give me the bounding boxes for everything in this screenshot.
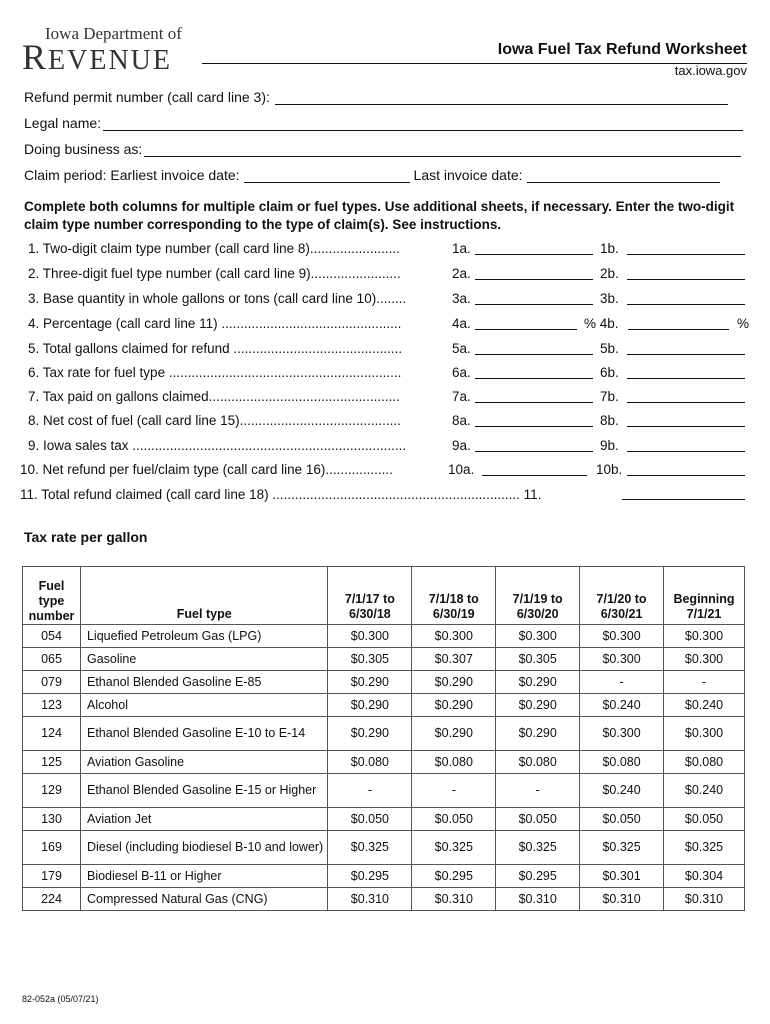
rate-cell: $0.304 <box>664 865 745 888</box>
rate-cell: $0.295 <box>328 865 412 888</box>
fuel-type-cell: Gasoline <box>80 648 327 671</box>
fuel-code-cell: 169 <box>23 831 81 865</box>
line-3-text: 3. Base quantity in whole gallons or tons (call card line 10)........ <box>28 291 407 306</box>
line-10a-label: 10a. <box>448 462 475 477</box>
line-4-text: 4. Percentage (call card line 11) ................................................ <box>28 316 402 331</box>
rate-cell: $0.295 <box>412 865 496 888</box>
rate-cell: $0.300 <box>580 625 664 648</box>
line-6b-label: 6b. <box>600 365 619 380</box>
rate-cell: $0.310 <box>412 888 496 911</box>
rate-cell: $0.240 <box>580 694 664 717</box>
line-7a-input[interactable] <box>475 388 593 403</box>
last-invoice-label: Last invoice date: <box>413 167 523 183</box>
fuel-type-cell: Alcohol <box>80 694 327 717</box>
tax-rate-title: Tax rate per gallon <box>24 529 148 545</box>
rate-cell: $0.290 <box>412 671 496 694</box>
fuel-code-cell: 124 <box>23 717 81 751</box>
line-1a-input[interactable] <box>475 240 593 255</box>
earliest-invoice-input[interactable] <box>244 167 410 183</box>
form-number: 82-052a (05/07/21) <box>22 994 99 1004</box>
permit-label: Refund permit number (call card line 3): <box>24 89 270 105</box>
line-5b-label: 5b. <box>600 341 619 356</box>
col-fy20: 7/1/19 to 6/30/20 <box>496 567 580 625</box>
table-row <box>23 671 745 694</box>
rate-cell: $0.050 <box>412 808 496 831</box>
rate-cell: $0.325 <box>412 831 496 865</box>
line-3b-input[interactable] <box>627 290 745 305</box>
table-row <box>23 808 745 831</box>
rate-cell: $0.325 <box>496 831 580 865</box>
fuel-code-cell: 125 <box>23 751 81 774</box>
line-11-text: 11. Total refund claimed (call card line 18) .................................................................. 11. <box>20 487 542 502</box>
rate-cell: $0.300 <box>580 717 664 751</box>
table-row <box>23 694 745 717</box>
line-9b-label: 9b. <box>600 438 619 453</box>
line-7a-label: 7a. <box>452 389 471 404</box>
permit-input[interactable] <box>275 89 728 105</box>
rate-cell: $0.050 <box>496 808 580 831</box>
fuel-type-cell: Aviation Jet <box>80 808 327 831</box>
instructions: Complete both columns for multiple claim or fuel types. Use additional sheets, if necessary. Enter the two-digit claim type number corresponding to the type of claim(s). See instructions. <box>24 199 735 232</box>
table-row <box>23 888 745 911</box>
table-row <box>23 751 745 774</box>
rate-cell: $0.240 <box>664 774 745 808</box>
line-9a-label: 9a. <box>452 438 471 453</box>
rate-cell: $0.290 <box>412 694 496 717</box>
line-3a-label: 3a. <box>452 291 471 306</box>
line-2-text: 2. Three-digit fuel type number (call card line 9)........................ <box>28 266 401 281</box>
rate-cell: $0.080 <box>664 751 745 774</box>
title-rule <box>202 63 747 64</box>
fuel-code-cell: 065 <box>23 648 81 671</box>
rate-cell: $0.080 <box>328 751 412 774</box>
rate-cell: $0.290 <box>496 694 580 717</box>
line-1-text: 1. Two-digit claim type number (call card line 8)........................ <box>28 241 400 256</box>
rate-cell: $0.307 <box>412 648 496 671</box>
line-4a-input[interactable] <box>475 315 577 330</box>
rate-cell: $0.050 <box>580 808 664 831</box>
col-fy21: 7/1/20 to 6/30/21 <box>580 567 664 625</box>
table-row <box>23 774 745 808</box>
claim-period-label: Claim period: Earliest invoice date: <box>24 167 240 183</box>
legal-name-input[interactable] <box>103 115 743 131</box>
line-9a-input[interactable] <box>475 437 593 452</box>
rate-cell: $0.050 <box>664 808 745 831</box>
rate-cell: $0.290 <box>412 717 496 751</box>
fuel-code-cell: 179 <box>23 865 81 888</box>
dba-input[interactable] <box>144 141 741 157</box>
line-4b-input[interactable] <box>628 315 729 330</box>
fuel-code-cell: 130 <box>23 808 81 831</box>
rate-cell: $0.310 <box>496 888 580 911</box>
rate-cell: $0.305 <box>496 648 580 671</box>
rate-cell: - <box>412 774 496 808</box>
rate-cell: - <box>328 774 412 808</box>
fuel-type-cell: Ethanol Blended Gasoline E-85 <box>80 671 327 694</box>
dba-field <box>24 141 741 157</box>
rate-cell: $0.290 <box>328 694 412 717</box>
table-row <box>23 717 745 751</box>
claim-period-field <box>24 167 720 183</box>
line-10b-label: 10b. <box>596 462 623 477</box>
fuel-code-cell: 224 <box>23 888 81 911</box>
table-row <box>23 625 745 648</box>
fuel-code-cell: 123 <box>23 694 81 717</box>
col-fy19: 7/1/18 to 6/30/19 <box>412 567 496 625</box>
rate-cell: $0.325 <box>664 831 745 865</box>
line-4b-label: % 4b. <box>584 316 619 331</box>
line-10b-input[interactable] <box>627 461 745 476</box>
permit-field <box>24 89 728 105</box>
line-2a-input[interactable] <box>475 265 593 280</box>
fuel-type-cell: Aviation Gasoline <box>80 751 327 774</box>
fuel-type-cell: Ethanol Blended Gasoline E-15 or Higher <box>80 774 327 808</box>
fuel-code-cell: 054 <box>23 625 81 648</box>
rate-cell: $0.290 <box>496 671 580 694</box>
line-9b-input[interactable] <box>627 437 745 452</box>
rate-cell: - <box>496 774 580 808</box>
line-9-text: 9. Iowa sales tax ......................................................................... <box>28 438 407 453</box>
rate-cell: $0.300 <box>412 625 496 648</box>
col-fuel-type: Fuel type <box>80 567 327 625</box>
line-5-text: 5. Total gallons claimed for refund ............................................. <box>28 341 403 356</box>
website: tax.iowa.gov <box>674 63 747 78</box>
legal-name-field <box>24 115 743 131</box>
rate-cell: $0.310 <box>580 888 664 911</box>
fuel-type-cell: Compressed Natural Gas (CNG) <box>80 888 327 911</box>
rate-cell: $0.080 <box>412 751 496 774</box>
line-11-input[interactable] <box>622 485 745 500</box>
line-2b-input[interactable] <box>627 265 745 280</box>
col-fuel-number: Fuel type number <box>23 567 81 625</box>
rate-cell: $0.300 <box>664 625 745 648</box>
rate-cell: $0.240 <box>580 774 664 808</box>
rate-cell: $0.050 <box>328 808 412 831</box>
rate-cell: $0.080 <box>496 751 580 774</box>
col-fy18: 7/1/17 to 6/30/18 <box>328 567 412 625</box>
legal-name-label: Legal name: <box>24 115 102 131</box>
rate-cell: $0.310 <box>664 888 745 911</box>
line-8-text: 8. Net cost of fuel (call card line 15)........................................... <box>28 413 401 428</box>
line-1b-label: 1b. <box>600 241 619 256</box>
rate-cell: $0.305 <box>328 648 412 671</box>
tax-rate-table <box>22 566 745 911</box>
line-6a-label: 6a. <box>452 365 471 380</box>
table-row <box>23 648 745 671</box>
line-3b-label: 3b. <box>600 291 619 306</box>
line-1b-input[interactable] <box>627 240 745 255</box>
fuel-type-cell: Biodiesel B-11 or Higher <box>80 865 327 888</box>
line-10-text: 10. Net refund per fuel/claim type (call card line 16).................. <box>20 462 393 477</box>
line-8a-input[interactable] <box>475 412 593 427</box>
dba-label: Doing business as: <box>24 141 143 157</box>
logo-wordmark <box>22 36 172 78</box>
rate-cell: $0.300 <box>496 625 580 648</box>
line-5a-label: 5a. <box>452 341 471 356</box>
fuel-type-cell: Liquefied Petroleum Gas (LPG) <box>80 625 327 648</box>
table-row <box>23 831 745 865</box>
line-6-text: 6. Tax rate for fuel type .............................................................. <box>28 365 402 380</box>
rate-cell: - <box>580 671 664 694</box>
logo-subtitle: Iowa Department of <box>45 24 182 43</box>
line-6b-input[interactable] <box>627 364 745 379</box>
table-header-row <box>23 567 745 625</box>
line-8a-label: 8a. <box>452 413 471 428</box>
fuel-code-cell: 079 <box>23 671 81 694</box>
fuel-type-cell: Diesel (including biodiesel B-10 and lower) <box>80 831 327 865</box>
line-2a-label: 2a. <box>452 266 471 281</box>
rate-cell: $0.290 <box>328 671 412 694</box>
rate-cell: $0.310 <box>328 888 412 911</box>
rate-cell: $0.301 <box>580 865 664 888</box>
rate-cell: $0.290 <box>496 717 580 751</box>
line-8b-input[interactable] <box>627 412 745 427</box>
line-5b-input[interactable] <box>627 340 745 355</box>
line-2b-label: 2b. <box>600 266 619 281</box>
rate-cell: $0.300 <box>664 717 745 751</box>
rate-cell: $0.325 <box>328 831 412 865</box>
line-6a-input[interactable] <box>475 364 593 379</box>
table-row <box>23 865 745 888</box>
rate-cell: $0.240 <box>664 694 745 717</box>
line-10a-input[interactable] <box>482 461 587 476</box>
fuel-type-cell: Ethanol Blended Gasoline E-10 to E-14 <box>80 717 327 751</box>
line-7b-input[interactable] <box>627 388 745 403</box>
page-title: Iowa Fuel Tax Refund Worksheet <box>497 41 747 58</box>
line-8b-label: 8b. <box>600 413 619 428</box>
rate-cell: $0.080 <box>580 751 664 774</box>
line-7-text: 7. Tax paid on gallons claimed................................................... <box>28 389 400 404</box>
line-3a-input[interactable] <box>475 290 593 305</box>
rate-cell: $0.300 <box>664 648 745 671</box>
line-4b-percent: % <box>737 316 750 331</box>
line-1a-label: 1a. <box>452 241 471 256</box>
rate-cell: $0.295 <box>496 865 580 888</box>
logo-rest: EVENUE <box>48 45 172 76</box>
rate-cell: $0.300 <box>580 648 664 671</box>
last-invoice-input[interactable] <box>527 167 720 183</box>
rate-cell: $0.300 <box>328 625 412 648</box>
col-fy22: Beginning 7/1/21 <box>664 567 745 625</box>
rate-cell: $0.290 <box>328 717 412 751</box>
logo-initial: R <box>22 37 49 77</box>
line-5a-input[interactable] <box>475 340 593 355</box>
rate-cell: $0.325 <box>580 831 664 865</box>
line-4a-label: 4a. <box>452 316 471 331</box>
rate-cell: - <box>664 671 745 694</box>
fuel-code-cell: 129 <box>23 774 81 808</box>
line-7b-label: 7b. <box>600 389 619 404</box>
